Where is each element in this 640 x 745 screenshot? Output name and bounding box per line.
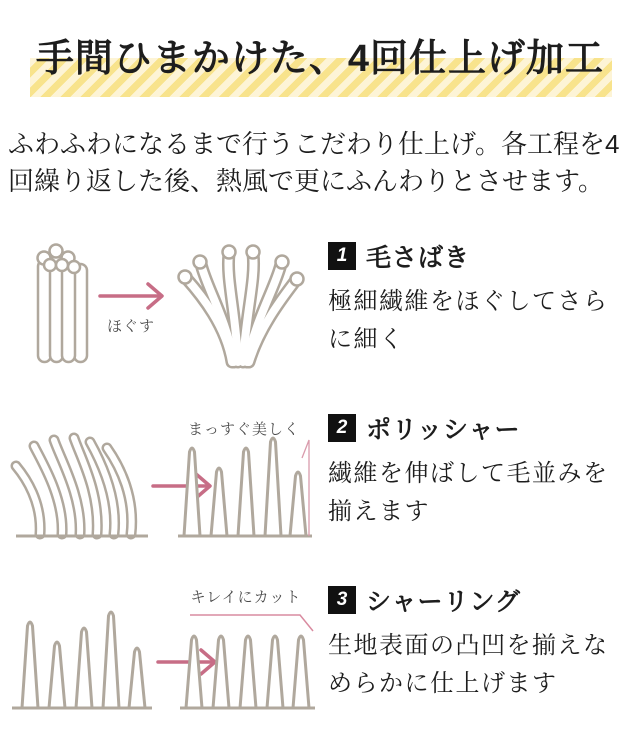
cut-line-icon — [190, 615, 313, 631]
step2-caption: まっすぐ美しく — [187, 421, 301, 438]
shearing-illustration — [0, 578, 320, 728]
uneven-fibers-icon — [12, 612, 152, 708]
even-fibers-icon — [180, 636, 315, 708]
step-1-number-badge: 1 — [328, 242, 356, 270]
arrow-right-icon — [100, 284, 162, 308]
process-steps — [0, 234, 640, 728]
step3-caption: キレイにカット — [190, 589, 302, 606]
step-2-title: ポリッシャー — [366, 416, 521, 444]
step-3-header — [328, 582, 634, 618]
step-1-header — [328, 238, 634, 274]
step-row-3 — [0, 578, 640, 728]
step-3-text — [320, 578, 640, 728]
step-row-1 — [0, 234, 640, 384]
arrow-right-icon — [153, 474, 210, 498]
step-3-description: 生地表面の凸凹を揃えなめらかに仕上げます — [328, 632, 609, 697]
intro-paragraph: ふわふわになるまで行うこだわり仕上げ。各工程を4回繰り返した後、熱風で更にふんわりとさせます。 — [8, 129, 620, 196]
fiber-loosening-illustration — [0, 234, 320, 384]
step-3-title: シャーリング — [366, 588, 522, 616]
polisher-illustration — [0, 406, 320, 556]
step-1-title: 毛さばき — [366, 244, 471, 272]
step-2-header — [328, 410, 634, 446]
loosened-fibers-icon — [179, 246, 304, 363]
step-1-text — [320, 234, 640, 384]
fiber-bundle-icon — [38, 245, 88, 363]
bent-fibers-icon — [16, 438, 148, 536]
step-row-2 — [0, 406, 640, 556]
step1-caption: ほぐす — [106, 318, 156, 335]
step-1-description: 極細繊維をほぐしてさらに細く — [328, 288, 609, 353]
step-3-number-badge: 3 — [328, 586, 356, 614]
straight-fibers-icon — [178, 438, 312, 536]
arrow-right-icon — [158, 650, 215, 674]
step-2-text — [320, 406, 640, 556]
page-title: 手間ひまかけた、4回仕上げ加工 — [35, 38, 605, 80]
step-2-description: 繊維を伸ばして毛並みを揃えます — [328, 460, 609, 525]
title-section — [0, 30, 640, 100]
step-2-number-badge: 2 — [328, 414, 356, 442]
